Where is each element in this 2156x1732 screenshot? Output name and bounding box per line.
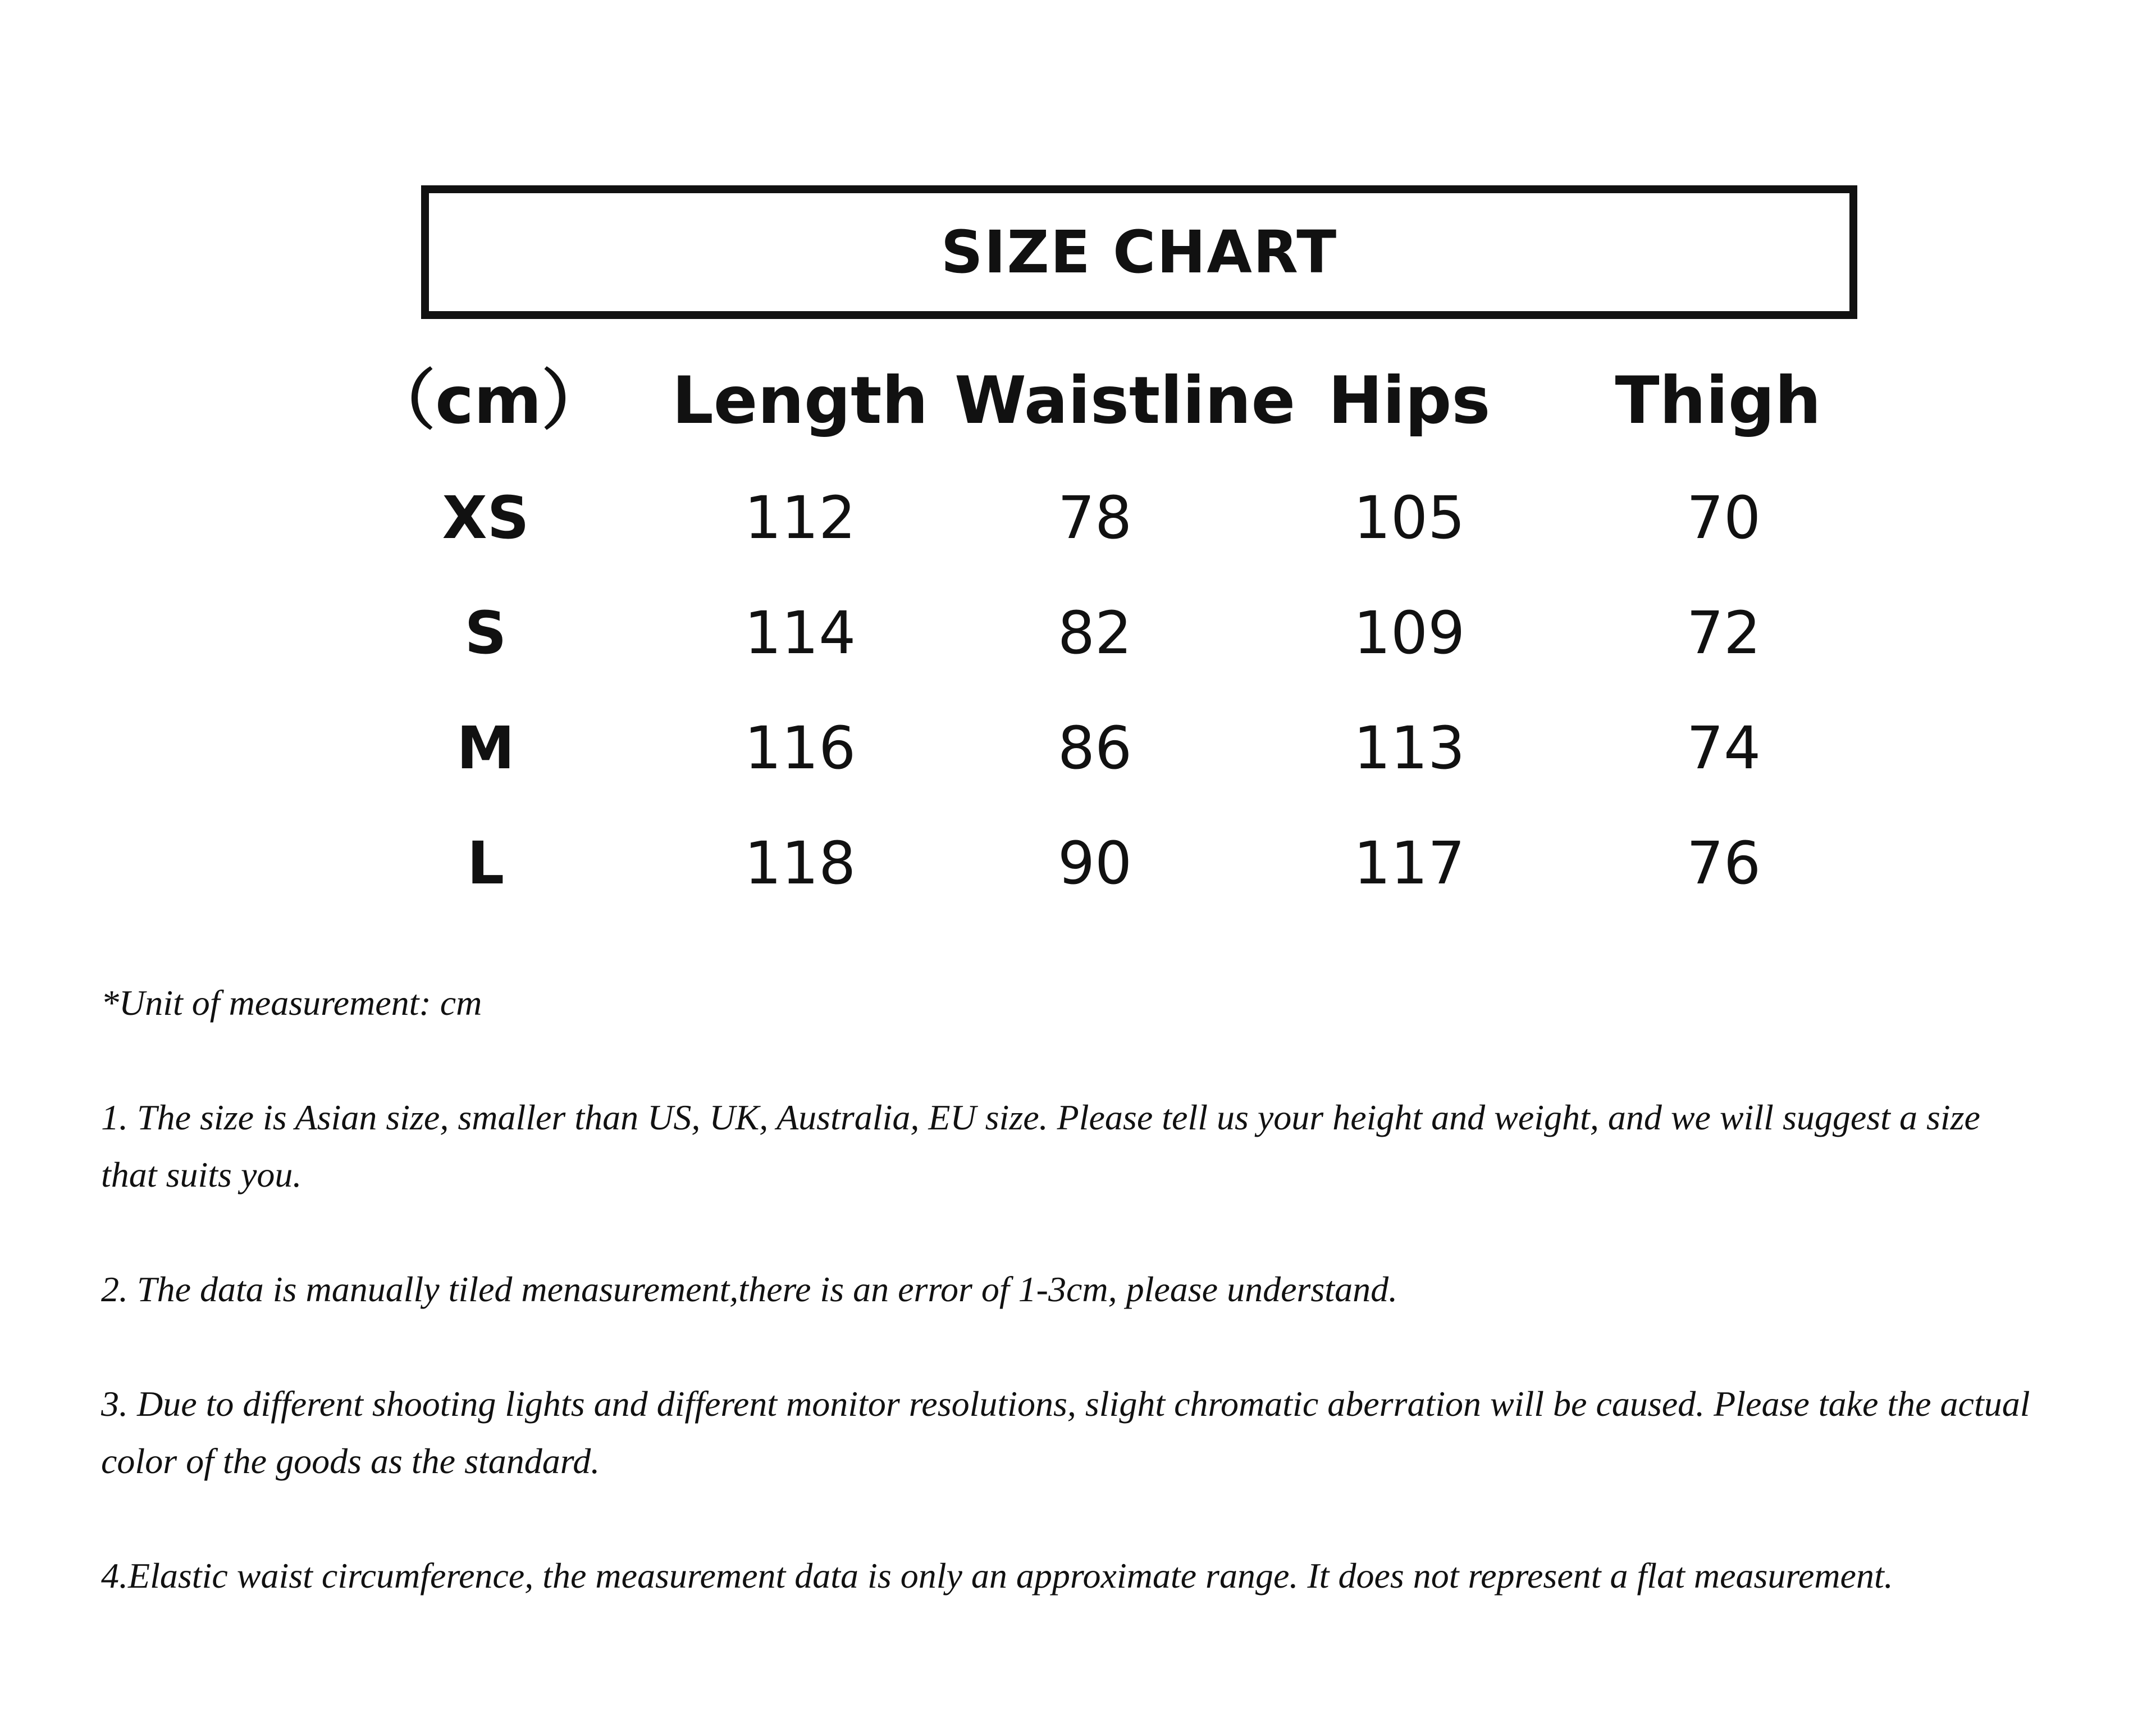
cell-m-thigh: 74 [1686, 714, 1761, 782]
cell-xs-thigh: 70 [1686, 484, 1761, 552]
note-elastic-waist: 4.Elastic waist circumference, the measurement data is only an approximate range. It does not represent a flat measurement. [101, 1556, 1893, 1596]
column-header-thigh: Thigh [1615, 363, 1821, 439]
cell-l-length: 118 [744, 829, 856, 897]
size-label-xs: XS [442, 484, 529, 552]
note-color-aberration: 3. Due to different shooting lights and different monitor resolutions, slight chromatic aberration will be caused. Please take the actual color of the goods as the standard. [101, 1384, 2030, 1481]
cell-l-waistline: 90 [1057, 829, 1132, 897]
column-header-waistline: Waistline [954, 363, 1296, 439]
size-label-l: L [467, 829, 505, 897]
cell-l-hips: 117 [1353, 829, 1465, 897]
size-chart-title-box [421, 185, 1857, 319]
size-label-m: M [456, 714, 515, 782]
cell-xs-hips: 105 [1353, 484, 1465, 552]
cell-m-waistline: 86 [1057, 714, 1132, 782]
cell-xs-waistline: 78 [1057, 484, 1132, 552]
cell-l-thigh: 76 [1686, 829, 1761, 897]
cell-s-length: 114 [744, 599, 856, 667]
note-unit: *Unit of measurement: cm [101, 983, 482, 1023]
cell-s-hips: 109 [1353, 599, 1465, 667]
column-header-hips: Hips [1328, 363, 1491, 439]
cell-m-length: 116 [744, 714, 856, 782]
cell-s-thigh: 72 [1686, 599, 1761, 667]
page-title: SIZE CHART [940, 218, 1338, 286]
note-asian-size: 1. The size is Asian size, smaller than US, UK, Australia, EU size. Please tell us your height and weight, and we will suggest a size that suits you. [101, 1097, 1980, 1195]
cell-s-waistline: 82 [1057, 599, 1132, 667]
cell-m-hips: 113 [1353, 714, 1465, 782]
size-notes [101, 974, 2038, 1605]
cell-xs-length: 112 [744, 484, 856, 552]
size-label-s: S [464, 599, 507, 667]
note-measurement-error: 2. The data is manually tiled menasurement,there is an error of 1-3cm, please understand. [101, 1269, 1398, 1309]
column-header-length: Length [672, 363, 929, 439]
column-header-unit: （cm） [370, 363, 607, 439]
